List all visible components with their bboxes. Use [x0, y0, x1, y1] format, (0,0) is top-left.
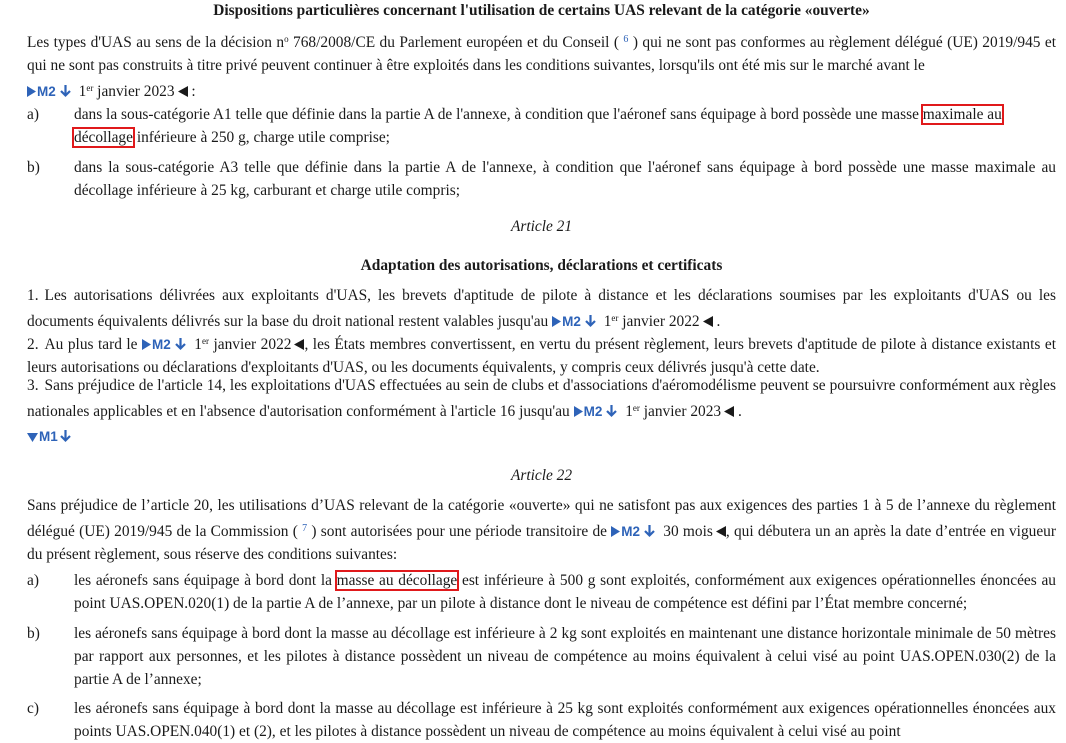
list-item-text: les aéronefs sans équipage à bord dont la masse au décollage est inférieure à 2 kg sont exploités en maintenant une distance horizontale minimale de 50 mètres par rapport aux personnes, et les pilotes à distance possèdent un niveau de compétence au moins équivalent à celui visé au point UAS.OPEN.030(2) de la partie A de l’annexe; — [74, 625, 1056, 688]
numbered-paragraph: 2. Au plus tard le M2 1er janvier 2022 , les États membres convertissent, en vertu du présent règlement, leurs brevets d'aptitude de pilote à distance existants et leurs autorisations ou déclarations d'exploitants d'UAS, ou les documents équivalents, y compris ceux délivrés jusqu'à cette date. — [27, 336, 1056, 376]
amendment-start-icon — [611, 526, 620, 537]
amendment-marker[interactable]: M2 — [27, 83, 56, 100]
amendment-marker-m1[interactable]: M1 — [27, 425, 1056, 448]
amendment-end-icon — [178, 86, 188, 97]
numbered-paragraph: 3. Sans préjudice de l'article 14, les exploitations d'UAS effectuées au sein de clubs et d'associations d'aéromodélisme peuvent se poursuivre conformément aux règles nationales applicables et en l'absence d'autorisation conformément à l'article 16 jusqu'au M2 1er janvier 2023 . — [27, 377, 1056, 420]
amendment-start-icon — [552, 316, 561, 327]
arrow-down-icon[interactable] — [56, 83, 75, 100]
list-item — [27, 569, 1056, 615]
list-item-text: les aéronefs sans équipage à bord dont la masse au décollage est inférieure à 500 g sont exploités, conformément aux exigences opérationnelles énoncées au point UAS.OPEN.020(1) de la partie A de l’annexe, par un pilote à distance dont le niveau de compétence est défini par l’État membre concerné; — [74, 572, 1056, 612]
highlighted-text: maximale au — [922, 106, 1002, 123]
list-item-label: b) — [27, 159, 40, 176]
list-item-label: a) — [27, 106, 39, 123]
list-item-text: dans la sous-catégorie A1 telle que définie dans la partie A de l'annexe, à condition que l'aéronef sans équipage à bord possède une masse maximale au décollage inférieure à 250 g, charge utile comprise; — [74, 106, 1002, 146]
section-heading: Dispositions particulières concernant l'utilisation de certains UAS relevant de la catégorie «ouverte» — [213, 2, 870, 19]
list-item — [27, 622, 1056, 691]
list-item-text: les aéronefs sans équipage à bord dont la masse au décollage est inférieure à 25 kg sont exploités conformément aux exigences opérationnelles énoncées aux points UAS.OPEN.040(1) et (2), et les pilotes à distance possèdent un niveau de compétence au moins équivalent à celui visé au point — [74, 700, 1056, 740]
amendment-end-icon — [703, 316, 713, 327]
arrow-down-icon[interactable] — [59, 429, 72, 442]
article-title: Article 22 — [510, 467, 573, 484]
article-title: Article 21 — [510, 218, 573, 235]
arrow-down-icon[interactable] — [581, 313, 600, 330]
amendment-start-icon — [27, 86, 36, 97]
amendment-end-icon — [294, 339, 304, 350]
highlighted-text: décollage — [74, 129, 133, 146]
arrow-down-icon[interactable] — [602, 403, 621, 420]
amendment-start-icon — [142, 339, 151, 350]
amendment-marker[interactable]: M2 — [142, 336, 171, 353]
numbered-paragraph: 1. Les autorisations délivrées aux exploitants d'UAS, les brevets d'aptitude de pilote à distance et les déclarations soumises par les exploitants d'UAS ou les documents équivalents délivrés sur la base du droit national restent valables jusqu'au M2 1er janvier 2022 . — [27, 287, 1056, 330]
list-item-label: c) — [27, 700, 39, 717]
amendment-marker[interactable]: M2 — [574, 403, 603, 420]
amendment-marker[interactable]: M2 — [611, 523, 640, 540]
list-item — [27, 103, 1056, 149]
footnote-link[interactable]: 7 — [302, 523, 308, 534]
arrow-down-icon[interactable] — [640, 523, 659, 540]
amendment-end-icon — [724, 406, 734, 417]
amendment-marker[interactable]: M2 — [552, 313, 581, 330]
highlighted-text: masse au décollage — [336, 572, 458, 589]
list-item — [27, 156, 1056, 202]
article-paragraph: Sans préjudice de l’article 20, les utilisations d’UAS relevant de la catégorie «ouverte» qui ne satisfont pas aux exigences des parties 1 à 5 de l’annexe du règlement délégué (UE) 2019/945 de la Commission ( $^7$ ) sont autorisées pour une période transitoire de M2 30 mois , qui débutera un an après la date d’entrée en vigueur du présent règlement, sous réserve des conditions suivantes: — [27, 497, 1056, 563]
article-heading: Adaptation des autorisations, déclarations et certificats — [360, 257, 723, 274]
intro-paragraph: Les types d'UAS au sens de la décision $n^o$ 768/2008/CE du Parlement européen et du Conseil ( $^6$ ) qui ne sont pas conformes au règlement délégué (UE) 2019/945 et qui ne sont pas construits à titre privé peuvent continuer à être exploités dans les conditions suivantes, lorsqu'ils ont été mis sur le marché avant le M2 1er janvier 2023 : — [27, 34, 1056, 100]
list-item-text: dans la sous-catégorie A3 telle que définie dans la partie A de l'annexe, à condition que l'aéronef sans équipage à bord possède une masse maximale au décollage inférieure à 25 kg, carburant et charge utile compris; — [74, 159, 1056, 199]
list-item-label: a) — [27, 572, 39, 589]
amendment-start-down-icon — [27, 433, 38, 442]
list-item — [27, 697, 1056, 743]
list-item-label: b) — [27, 625, 40, 642]
amendment-end-icon — [716, 526, 726, 537]
footnote-link[interactable]: 6 — [623, 34, 629, 45]
arrow-down-icon[interactable] — [171, 336, 190, 353]
amendment-start-icon — [574, 406, 583, 417]
